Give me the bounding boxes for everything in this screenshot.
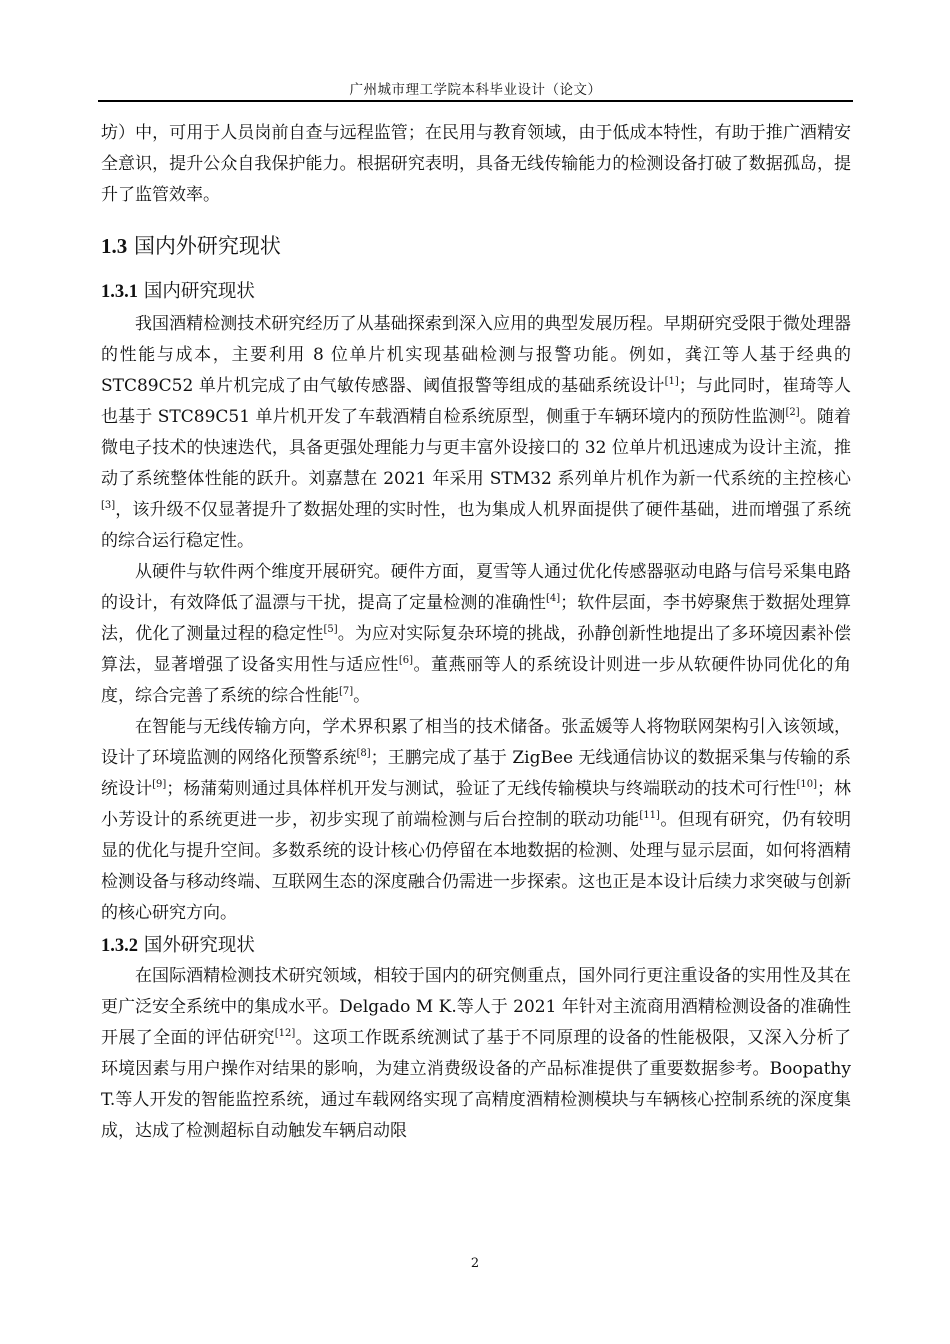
text-run: ，该升级不仅显著提升了数据处理的实时性，也为集成人机界面提供了硬件基础，进而增强了系统的综合运行稳定性。 — [101, 500, 851, 551]
citation: [9] — [152, 779, 167, 790]
citation: [1] — [664, 376, 679, 387]
subsection-number: 1.3.1 — [101, 282, 138, 302]
continuation-paragraph: 坊）中，可用于人员岗前自查与远程监管；在民用与教育领域，由于低成本特性，有助于推广酒精安全意识，提升公众自我保护能力。根据研究表明，具备无线传输能力的检测设备打破了数据孤岛，提升了监管效率。 — [101, 123, 851, 205]
text-run: ；与此同时，崔琦等人也基于 STC89C51 单片机开发了车载酒精自检系统原型，侧重于车辆环境内的预防性监测 — [101, 376, 852, 427]
text-run: 。但现有研究，仍有较明显的优化与提升空间。多数系统的设计核心仍停留在本地数据的检测、处理与显示层面，如何将酒精检测设备与移动终端、互联网生态的深度融合仍需进一步探索。这也正是本设计后续力求突破与创新的核心研究方向。 — [101, 810, 852, 923]
citation: [11] — [639, 810, 660, 821]
text-run: 在国际酒精检测技术研究领域，相较于国内的研究侧重点，国外同行更注重设备的实用性及其在更广泛安全系统中的集成水平。Delgado M K.等人于 2021 年针对主流商用酒精检测设备的准确性开展了全面的评估研究 — [101, 966, 851, 1048]
paragraph-domestic-1 — [101, 309, 851, 557]
text-run: 。 — [353, 686, 371, 706]
subsection-title: 国外研究现状 — [143, 935, 255, 956]
section-number: 1.3 — [101, 234, 128, 258]
citation: [12] — [274, 1028, 296, 1039]
text-run: 。为应对实际复杂环境的挑战，孙静创新性地提出了多环境因素补偿算法，显著增强了设备实用性与适应性 — [101, 624, 852, 675]
citation: [6] — [398, 655, 414, 666]
text-run: 。随着微电子技术的快速迭代，具备更强处理能力与更丰富外设接口的 32 位单片机迅速成为设计主流，推动了系统整体性能的跃升。刘嘉慧在 2021 年采用 STM32 系列单片机作为新一代系统的主控核心 — [101, 407, 851, 489]
citation: [2] — [785, 407, 800, 418]
text-run: 我国酒精检测技术研究经历了从基础探索到深入应用的典型发展历程。早期研究受限于微处理器的性能与成本，主要利用 8 位单片机实现基础检测与报警功能。例如，龚江等人基于经典的 STC89C52 单片机完成了由气敏传感器、阈值报警等组成的基础系统设计 — [101, 314, 851, 396]
paragraph-foreign-1 — [101, 961, 851, 1147]
page-header: 广州城市理工学院本科毕业设计（论文） — [349, 82, 602, 98]
text-run: 。这项工作既系统测试了基于不同原理的设备的性能极限，又深入分析了环境因素与用户操作对结果的影响，为建立消费级设备的产品标准提供了重要数据参考。Boopathy T.等人开发的智能监控系统，通过车载网络实现了高精度酒精检测模块与车辆核心控制系统的深度集成，达成了检测超标自动触发车辆启动限 — [101, 1028, 852, 1141]
subsection-heading-1-3-2 — [101, 933, 851, 959]
subsection-heading-1-3-1 — [101, 279, 851, 305]
section-title: 国内外研究现状 — [133, 234, 281, 258]
citation: [5] — [323, 624, 338, 635]
citation: [10] — [796, 779, 817, 790]
citation: [8] — [356, 748, 371, 759]
paragraph-domestic-2 — [101, 557, 851, 712]
subsection-title: 国内研究现状 — [143, 281, 255, 302]
section-heading-1-3 — [101, 233, 851, 259]
text-run: 。董燕丽等人的系统设计则进一步从软硬件协同优化的角度，综合完善了系统的综合性能 — [101, 655, 852, 706]
citation: [4] — [546, 593, 561, 604]
subsection-number: 1.3.2 — [101, 936, 138, 956]
citation: [7] — [339, 686, 354, 697]
text-run: 在智能与无线传输方向，学术界积累了相当的技术储备。张孟媛等人将物联网架构引入该领域，设计了环境监测的网络化预警系统 — [101, 717, 851, 768]
text-run: ；王鹏完成了基于 ZigBee 无线通信协议的数据采集与传输的系统设计 — [101, 748, 851, 799]
text-run: ；杨蒲菊则通过具体样机开发与测试，验证了无线传输模块与终端联动的技术可行性 — [166, 779, 797, 799]
page-body — [101, 118, 851, 1147]
header-rule — [98, 100, 853, 102]
text-run: 从硬件与软件两个维度开展研究。硬件方面，夏雪等人通过优化传感器驱动电路与信号采集电路的设计，有效降低了温漂与干扰，提高了定量检测的准确性 — [101, 562, 851, 613]
page-number: 2 — [470, 1256, 480, 1271]
citation: [3] — [101, 500, 116, 511]
paragraph-domestic-3 — [101, 712, 851, 929]
text-run: ；林小芳设计的系统更进一步，初步实现了前端检测与后台控制的联动功能 — [101, 779, 852, 830]
text-run: ；软件层面，李书婷聚焦于数据处理算法，优化了测量过程的稳定性 — [101, 593, 852, 644]
